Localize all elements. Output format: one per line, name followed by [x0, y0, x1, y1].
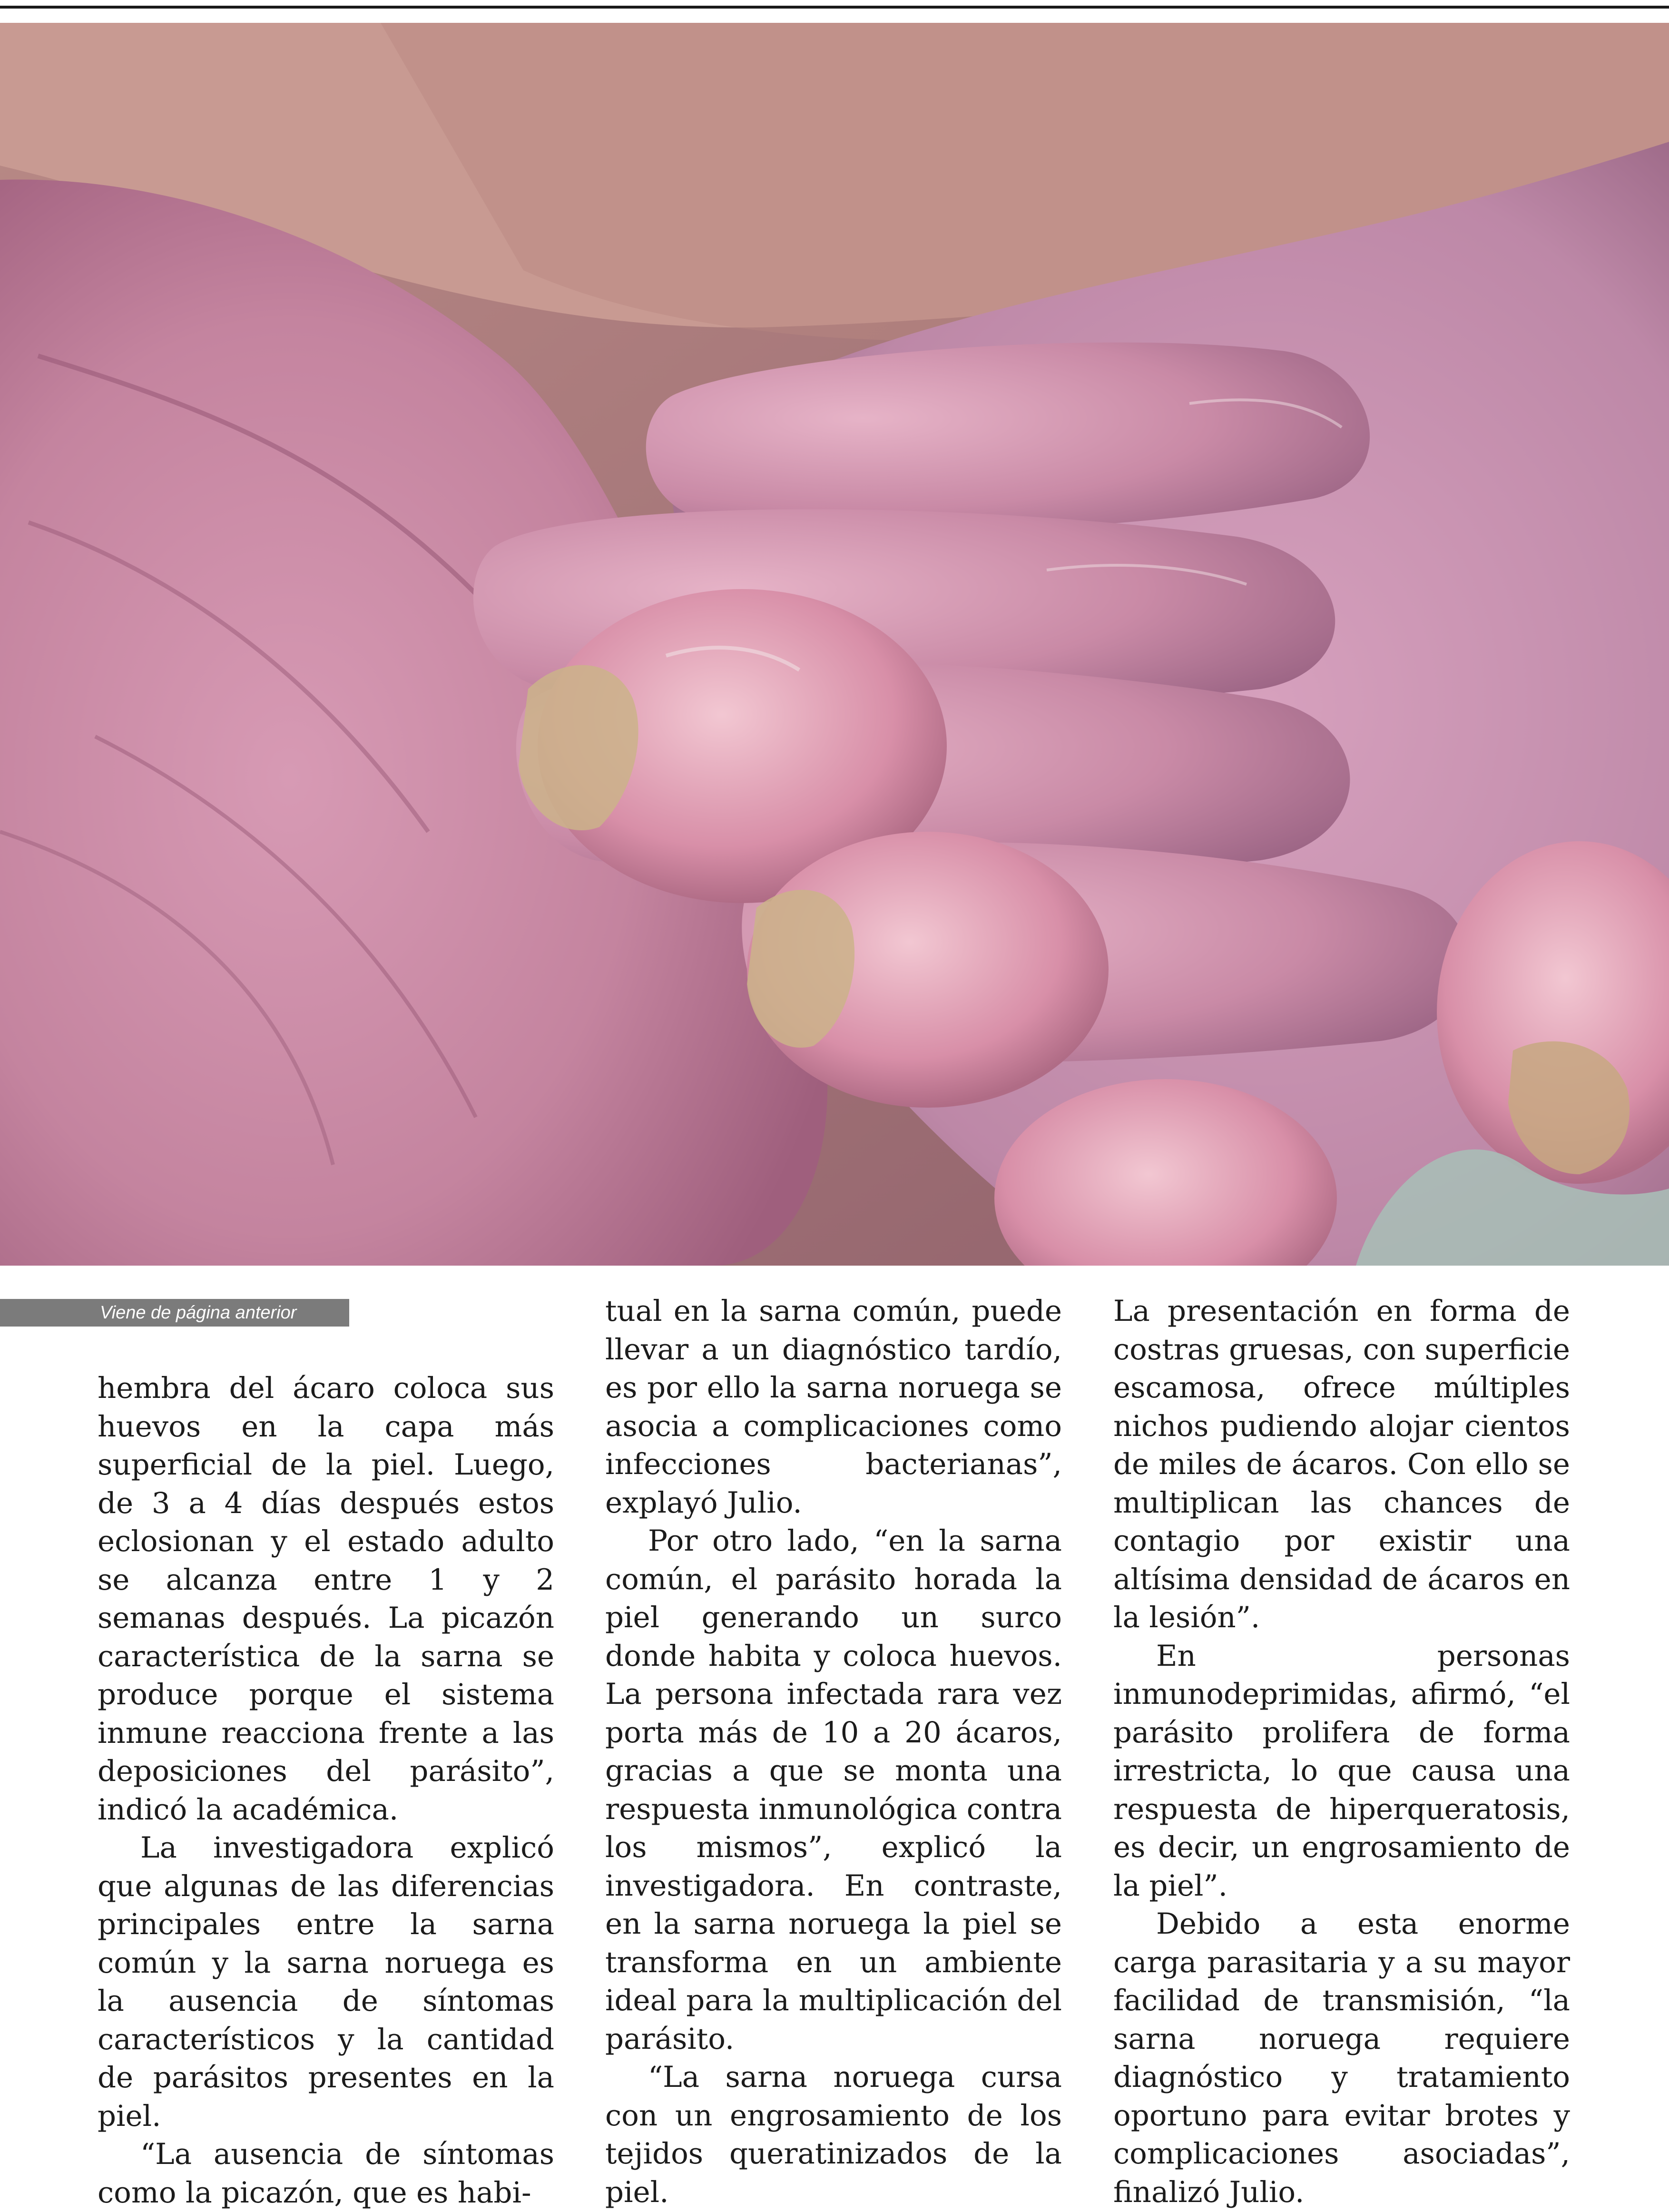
article-column-1 [98, 1369, 554, 2212]
article-column-2 [605, 1292, 1062, 2212]
paragraph: hembra del ácaro coloca sus huevos en la capa más superficial de la piel. Luego, de 3 a 4 días después estos eclosionan y el estado adulto se alcanza entre 1 y 2 semanas después. La picazón característica de la sarna se produce porque el sistema inmune reacciona frente a las deposiciones del parásito”, indicó la académica. [98, 1371, 554, 1827]
article-column-3 [1113, 1292, 1570, 2212]
paragraph: tual en la sarna común, puede llevar a un diagnóstico tardío, es por ello la sarna noruega se asocia a complicaciones como infecciones bacterianas”, explayó Julio. [605, 1294, 1062, 1520]
paragraph: Por otro lado, “en la sarna común, el parásito horada la piel generando un surco donde habita y coloca huevos. La persona infectada rara vez porta más de 10 a 20 ácaros, gracias a que se monta una respuesta inmunológica contra los mismos”, explicó la investigadora. En contraste, en la sarna noruega la piel se transforma en un ambiente ideal para la multiplicación del parásito. [605, 1524, 1062, 2056]
paragraph: La investigadora explicó que algunas de las diferencias principales entre la sarna común y la sarna noruega es la ausencia de síntomas característicos y la cantidad de parásitos presentes en la piel. [98, 1831, 554, 2133]
top-rule [0, 6, 1669, 9]
paragraph: “La sarna noruega cursa con un engrosamiento de los tejidos queratinizados de la piel. [605, 2060, 1062, 2209]
paragraph: “La ausencia de síntomas como la picazón, que es habi- [98, 2137, 554, 2210]
paragraph: Debido a esta enorme carga parasitaria y a su mayor facilidad de transmisión, “la sarna noruega requiere diagnóstico y tratamiento oportuno para evitar brotes y complicaciones asociadas”, finalizó Julio. [1113, 1907, 1570, 2209]
paragraph: La presentación en forma de costras gruesas, con superficie escamosa, ofrece múltiples nichos pudiendo alojar cientos de miles de ácaros. Con ello se multiplican las chances de contagio por existir una altísima densidad de ácaros en la lesión”. [1113, 1294, 1570, 1634]
article-photo [0, 23, 1669, 1266]
continued-from-previous-page-tag: Viene de página anterior [0, 1299, 349, 1327]
hands-photo-illustration [0, 23, 1669, 1266]
paragraph: En personas inmunodeprimidas, afirmó, “el parásito prolifera de forma irrestricta, lo que causa una respuesta de hiperqueratosis, es decir, un engrosamiento de la piel”. [1113, 1639, 1570, 1903]
